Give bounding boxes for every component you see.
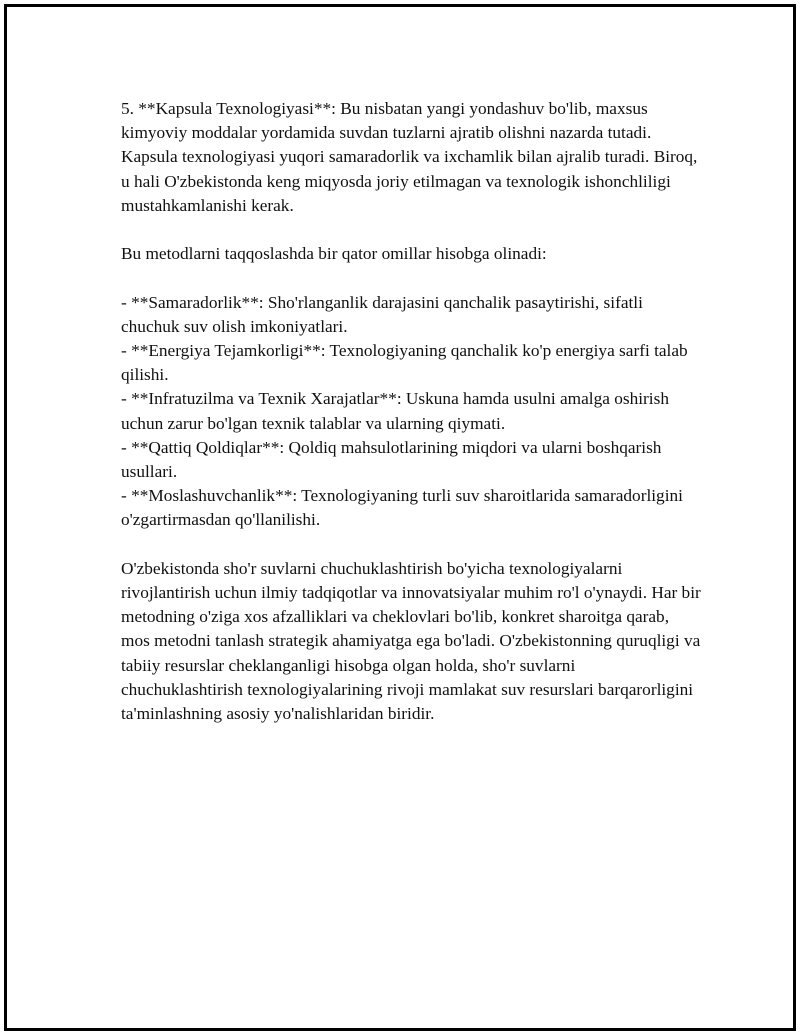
- comparison-intro: Bu metodlarni taqqoslashda bir qator omillar hisobga olinadi:: [121, 244, 547, 264]
- factor-adaptability: - **Moslashuvchanlik**: Texnologiyaning turli suv sharoitlarida samaradorligini o'zgartirmasdan qo'llanilishi.: [121, 486, 683, 530]
- paragraph-capsule-technology: 5. **Kapsula Texnologiyasi**: Bu nisbatan yangi yondashuv bo'lib, maxsus kimyoviy moddalar yordamida suvdan tuzlarni ajratib olishni nazarda tutadi. Kapsula texnologiyasi yuqori samaradorlik va ixchamlik bilan ajralib turadi. Biroq, u hali O'zbekistonda keng miqyosda joriy etilmagan va texnologik ishonchliligi mustahkamlanishi kerak.: [121, 99, 698, 215]
- conclusion-paragraph: O'zbekistonda sho'r suvlarni chuchuklashtirish bo'yicha texnologiyalarni rivojlantirish uchun ilmiy tadqiqotlar va innovatsiyalar muhim ro'l o'ynaydi. Har bir metodning o'ziga xos afzalliklari va cheklovlari bo'lib, konkret sharoitga qarab, mos metodni tanlash strategik ahamiyatga ega bo'ladi. O'zbekistonning quruqligi va tabiiy resurslar cheklanganligi hisobga olgan holda, sho'r suvlarni chuchuklashtirish texnologiyalarining rivoji mamlakat suv resurslari barqarorligini ta'minlashning asosiy yo'nalishlaridan biridir.: [121, 558, 701, 724]
- factor-energy-saving: - **Energiya Tejamkorligi**: Texnologiyaning qanchalik ko'p energiya sarfi talab qilishi.: [121, 341, 688, 385]
- document-page: [4, 4, 796, 1031]
- paragraph-spacer: [121, 218, 701, 242]
- factor-solid-residues: - **Qattiq Qoldiqlar**: Qoldiq mahsulotlarining miqdori va ularni boshqarish usullari.: [121, 437, 662, 482]
- paragraph-spacer: [121, 266, 701, 290]
- factor-infrastructure-costs: - **Infratuzilma va Texnik Xarajatlar**: Uskuna hamda usulni amalga oshirish uchun zarur bo'lgan texnik talablar va ularning qiymati.: [121, 389, 669, 433]
- document-body: [121, 97, 701, 726]
- paragraph-spacer: [121, 533, 701, 557]
- factor-efficiency: - **Samaradorlik**: Sho'rlanganlik darajasini qanchalik pasaytirishi, sifatli chuchuk suv olish imkoniyatlari.: [121, 292, 643, 336]
